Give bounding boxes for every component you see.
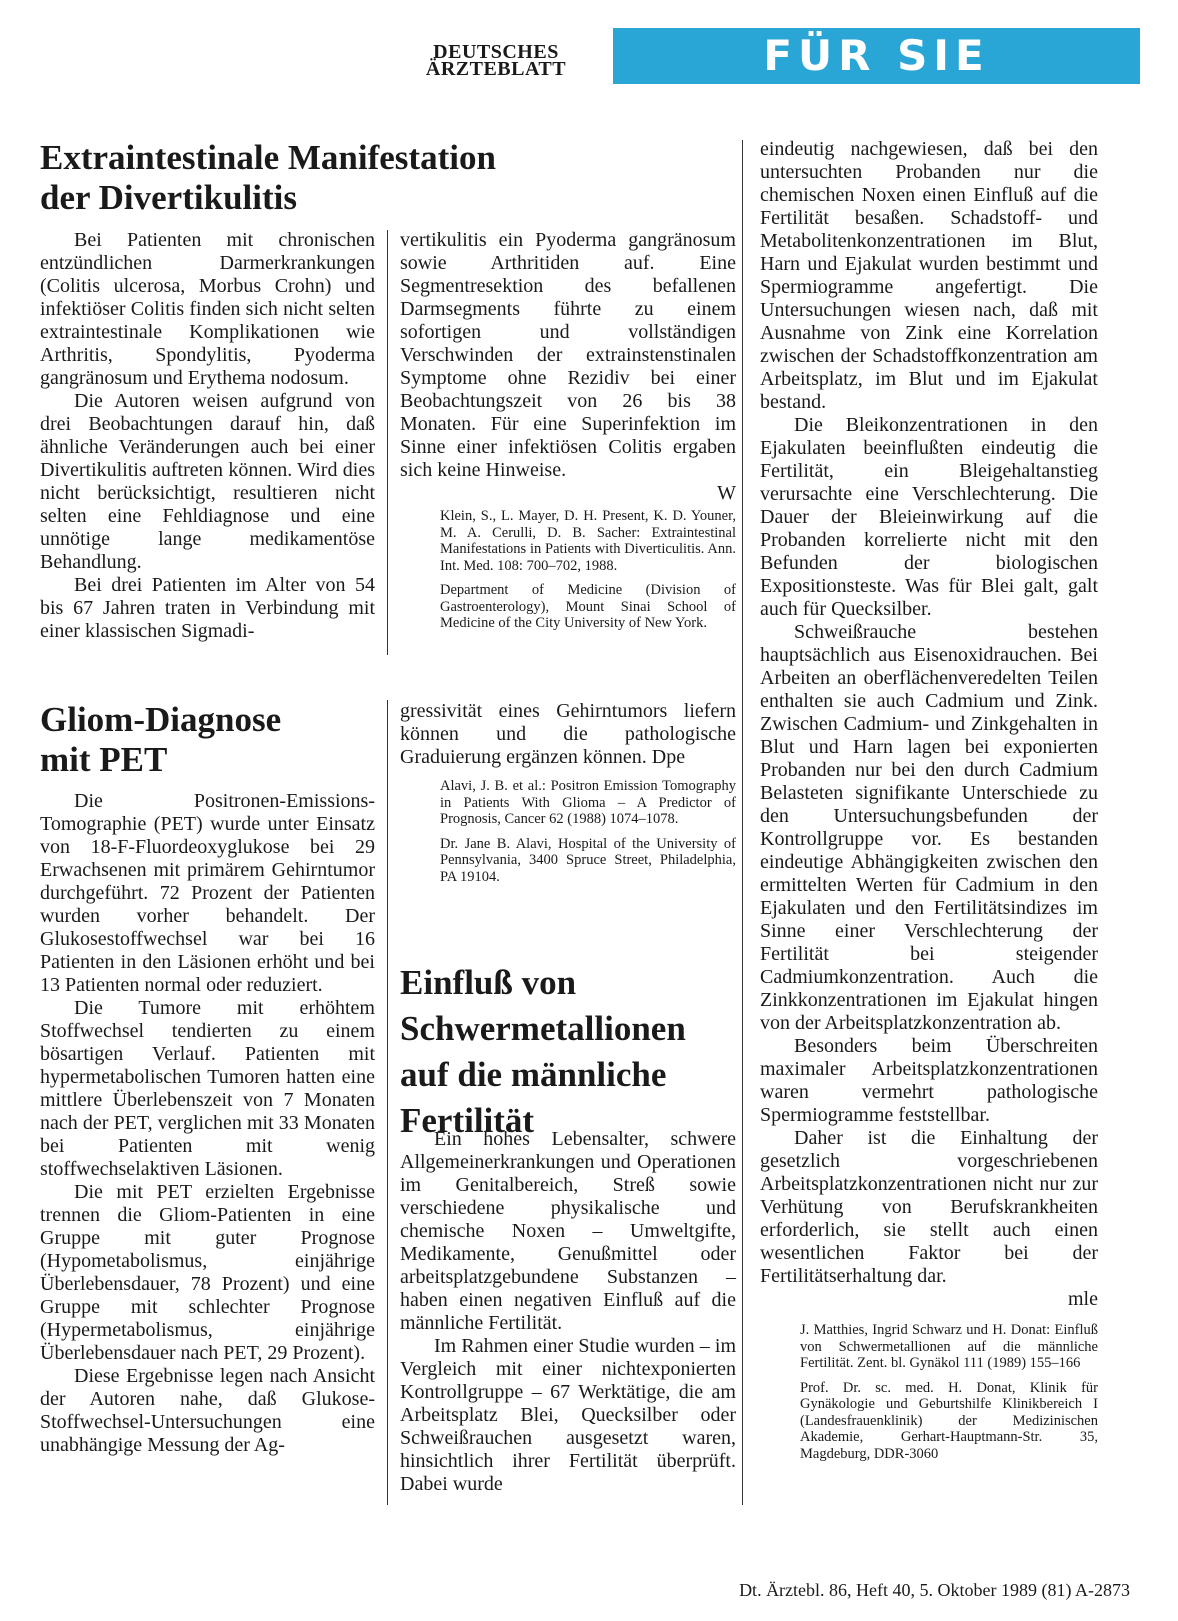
paragraph: Bei Patienten mit chronischen entzündlichen Darmerkrankungen (Colitis ulcerosa, Morbus Crohn) und infektiöser Colitis finden sich nicht selten extraintestinale Komplikationen wie Arthritis, Spondylitis, Pyoderma gangränosum und Erythema nodosum. (40, 229, 375, 389)
column-rule (387, 230, 388, 655)
author-signature: Dpe (651, 746, 686, 768)
article1-column1 (40, 229, 375, 643)
title-line: Einfluß von (400, 963, 577, 1002)
affiliation: Prof. Dr. sc. med. H. Donat, Klinik für Gynäkologie und Geburtshilfe Klinikbereich I (Landesfrauenklinik) der Medizinischen Akademie, Gerhart-Hauptmann-Str. 35, Magdeburg, DDR-3060 (800, 1379, 1098, 1462)
paragraph (400, 700, 736, 769)
title-line: Fertilität (400, 1101, 535, 1140)
article1-column2 (400, 229, 736, 505)
article2-title (40, 700, 380, 780)
article2-column1 (40, 790, 375, 1457)
journal-masthead (407, 41, 585, 80)
masthead-line2: ÄRZTEBLATT (425, 58, 567, 80)
title-line: der Divertikulitis (40, 178, 297, 217)
title-line: auf die männliche (400, 1055, 667, 1094)
citation: Alavi, J. B. et al.: Positron Emission Tomography in Patients With Glioma – A Predictor of Prognosis, Cancer 62 (1988) 1074–1078. (440, 778, 736, 827)
paragraph: Besonders beim Überschreiten maximaler Arbeitsplatzkonzentrationen waren vermehrt pathologische Spermiogramme feststellbar. (760, 1035, 1098, 1126)
section-banner: FÜR SIE REFERIERT (613, 28, 1140, 84)
title-line: Schwermetallionen (400, 1009, 686, 1048)
paragraph: Die Positronen-Emissions-Tomographie (PET) wurde unter Einsatz von 18-F-Fluordeoxyglukose bei 29 Erwachsenen mit primärem Gehirntumor durchgeführt. 72 Prozent der Patienten wurden vorher behandelt. Der Glukosestoffwechsel war bei 16 Patienten in den Läsionen erhöht und bei 13 Patienten normal oder reduziert. (40, 790, 375, 996)
page-footer: Dt. Ärztebl. 86, Heft 40, 5. Oktober 1989 (81) A-2873 (739, 1580, 1130, 1600)
paragraph: vertikulitis ein Pyoderma gangränosum sowie Arthritiden auf. Eine Segmentresektion des befallenen Darmsegments führte zu einem sofortigen und vollständigen Verschwinden der extrainstenstinalen Symptome ohne Rezidiv bei einer Beobachtungszeit von 26 bis 38 Monaten. Für eine Superinfektion im Sinne einer infektiösen Colitis ergaben sich keine Hinweise. (400, 229, 736, 481)
title-line: Gliom-Diagnose (40, 700, 282, 739)
paragraph: Diese Ergebnisse legen nach Ansicht der Autoren nahe, daß Glukose-Stoffwechsel-Untersuchungen eine unabhängige Messung der Ag- (40, 1365, 375, 1456)
paragraph: Daher ist die Einhaltung der gesetzlich vorgeschriebenen Arbeitsplatzkonzentrationen nicht nur zur Verhütung von Berufskrankheiten erforderlich, sie stellt auch einen wesentlichen Faktor bei der Fertilitätserhaltung dar. (760, 1127, 1098, 1287)
paragraph: eindeutig nachgewiesen, daß bei den untersuchten Probanden nur die chemischen Noxen einen Einfluß auf die Fertilität besaßen. Schadstoff- und Metabolitenkonzentrationen im Blut, Harn und Ejakulat wurden bestimmt und Spermiogramme angefertigt. Die Untersuchungen wiesen nach, daß mit Ausnahme von Zink eine Korrelation zwischen der Schadstoffkonzentration am Arbeitsplatz, im Blut und im Ejakulat bestand. (760, 138, 1098, 413)
paragraph: Bei drei Patienten im Alter von 54 bis 67 Jahren traten in Verbindung mit einer klassischen Sigmadi- (40, 574, 375, 642)
author-signature: W (717, 482, 736, 504)
title-line: Extraintestinale Manifestation (40, 138, 496, 177)
citation: Klein, S., L. Mayer, D. H. Present, K. D. Youner, M. A. Cerulli, D. B. Sacher: Extraintestinal Manifestations in Patients with Diverticulitis. Ann. Int. Med. 108: 700–702, 1988. (440, 508, 736, 574)
affiliation: Dr. Jane B. Alavi, Hospital of the University of Pennsylvania, 3400 Spruce Street, Philadelphia, PA 19104. (440, 835, 736, 885)
masthead-line1: DEUTSCHES (433, 41, 559, 63)
title-line: mit PET (40, 740, 168, 779)
paragraph: Die mit PET erzielten Ergebnisse trennen die Gliom-Patienten in eine Gruppe mit guter Prognose (Hypometabolismus, einjährige Überlebensdauer, 78 Prozent) und eine Gruppe mit schlechter Prognose (Hypermetabolismus, einjährige Überlebensdauer nach PET, 29 Prozent). (40, 1181, 375, 1364)
author-signature: mle (1068, 1288, 1098, 1310)
affiliation: Department of Medicine (Division of Gastroenterology), Mount Sinai School of Medicine of the City University of New York. (440, 582, 736, 631)
paragraph: Die Tumore mit erhöhtem Stoffwechsel tendierten zu einem bösartigen Verlauf. Patienten mit hypermetabolischen Tumoren hatten eine mittlere Überlebenszeit von 7 Monaten nach der PET, verglichen mit 33 Monaten bei Patienten mit wenig stoffwechselaktiven Läsionen. (40, 997, 375, 1180)
paragraph-text: gressivität eines Gehirntumors liefern können und die pathologische Graduierung ergänzen können. (400, 700, 736, 768)
article1-title (40, 138, 720, 218)
paragraph: Im Rahmen einer Studie wurden – im Vergleich mit einer nichtexponierten Kontrollgruppe – 67 Werktätige, die am Arbeitsplatz Blei, Quecksilber oder Schweißrauchen ausgesetzt waren, hinsichtlich ihrer Fertilität überprüft. Dabei wurde (400, 1335, 736, 1495)
paragraph: Schweißrauche bestehen hauptsächlich aus Eisenoxidrauchen. Bei Arbeiten an oberflächenveredelten Teilen enthalten sie auch Cadmium und Zink. Zwischen Cadmium- und Zinkgehalten in Blut und Harn lagen bei exponierten Probanden nur bei den durch Cadmium Belasteten signifikante Unterschiede zu den Untersuchungsbefunden der Kontrollgruppe vor. Es bestanden eindeutige Abhängigkeiten zwischen den ermittelten Werten für Cadmium in den Ejakulaten und den Fertilitätsindizes im Sinne einer Verschlechterung der Fertilität bei steigender Cadmiumkonzentration. Auch die Zinkkonzentrationen im Ejakulat hingen von der Arbeitsplatzkonzentration ab. (760, 621, 1098, 1034)
paragraph: Die Autoren weisen aufgrund von drei Beobachtungen darauf hin, daß ähnliche Veränderungen auch bei einer Divertikulitis auftreten können. Wird dies nicht berücksichtigt, resultieren nicht selten eine Fehldiagnose und eine unnötige lange medikamentöse Behandlung. (40, 390, 375, 573)
article3-column2 (400, 1128, 736, 1496)
citation: J. Matthies, Ingrid Schwarz und H. Donat: Einfluß von Schwermetallionen auf die männliche Fertilität. Zent. bl. Gynäkol 111 (1989) 155–166 (800, 1322, 1098, 1371)
article2-references (440, 778, 736, 893)
article3-column3 (760, 138, 1098, 1311)
article3-title (400, 960, 740, 1144)
article3-references (800, 1322, 1098, 1470)
paragraph: Ein hohes Lebensalter, schwere Allgemeinerkrankungen und Operationen im Genitalbereich, Streß sowie verschiedene physikalische und chemische Noxen – Umweltgifte, Medikamente, Genußmittel oder arbeitsplatzgebundene Substanzen – haben einen negativen Einfluß auf die männliche Fertilität. (400, 1128, 736, 1334)
article1-references (440, 508, 736, 640)
column-rule (742, 140, 743, 1505)
article2-column2 (400, 700, 736, 769)
paragraph: Die Bleikonzentrationen in den Ejakulaten beeinflußten eindeutig die Fertilität, ein Bleigehaltanstieg verursachte eine Verschlechterung. Die Dauer der Bleieinwirkung auf die Probanden korrelierte nicht mit den Befunden der biologischen Expositionsteste. Was für Blei galt, galt auch für Quecksilber. (760, 414, 1098, 620)
column-rule (387, 700, 388, 1505)
